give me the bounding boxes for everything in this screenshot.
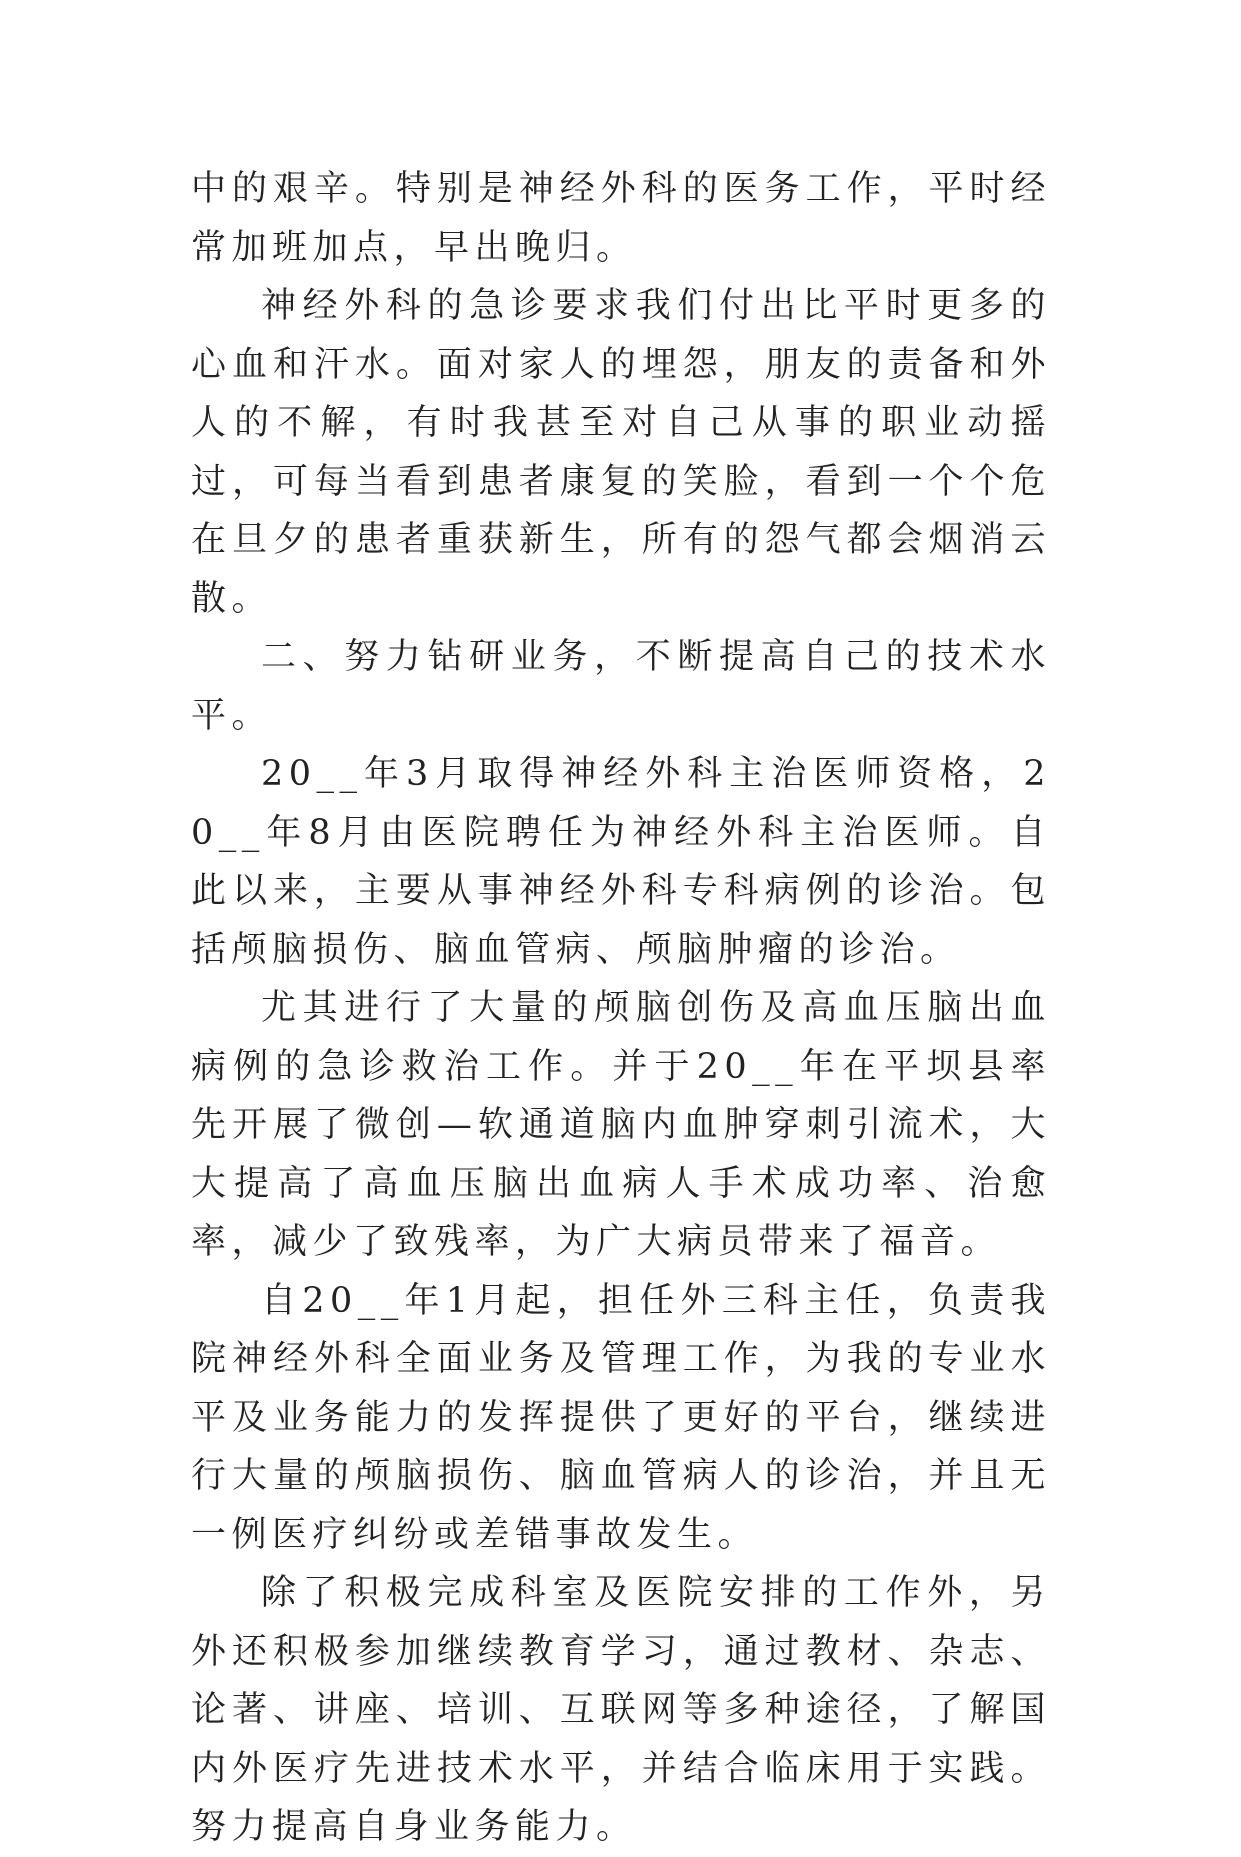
paragraph-4: 尤其进行了大量的颅脑创伤及高血压脑出血病例的急诊救治工作。并于20__年在平坝县率先开展了微创—软通道脑内血肿穿刺引流术，大大提高了高血压脑出血病人手术成功率、治愈率，减少了致残率，为广大病员带来了福音。 — [191, 988, 1051, 1262]
paragraph-6: 除了积极完成科室及医院安排的工作外，另外还积极参加继续教育学习，通过教材、杂志、论著、讲座、培训、互联网等多种途径，了解国内外医疗先进技术水平，并结合临床用于实践。努力提高自身业务能力。 — [191, 1573, 1051, 1847]
paragraph-1: 中的艰辛。特别是神经外科的医务工作，平时经常加班加点，早出晚归。 — [191, 169, 1051, 268]
paragraph-3: 20__年3月取得神经外科主治医师资格，20__年8月由医院聘任为神经外科主治医师。自此以来，主要从事神经外科专科病例的诊治。包括颅脑损伤、脑血管病、颅脑肿瘤的诊治。 — [191, 754, 1051, 970]
paragraph-5: 自20__年1月起，担任外三科主任，负责我院神经外科全面业务及管理工作，为我的专业水平及业务能力的发挥提供了更好的平台，继续进行大量的颅脑损伤、脑血管病人的诊治，并且无一例医疗纠纷或差错事故发生。 — [191, 1280, 1051, 1555]
section-heading: 二、努力钻研业务，不断提高自己的技术水平。 — [191, 637, 1051, 736]
document-body — [191, 160, 1051, 1857]
paragraph-2: 神经外科的急诊要求我们付出比平时更多的心血和汗水。面对家人的埋怨，朋友的责备和外人的不解，有时我甚至对自己从事的职业动摇过，可每当看到患者康复的笑脸，看到一个个危在旦夕的患者重获新生，所有的怨气都会烟消云散。 — [191, 286, 1051, 619]
